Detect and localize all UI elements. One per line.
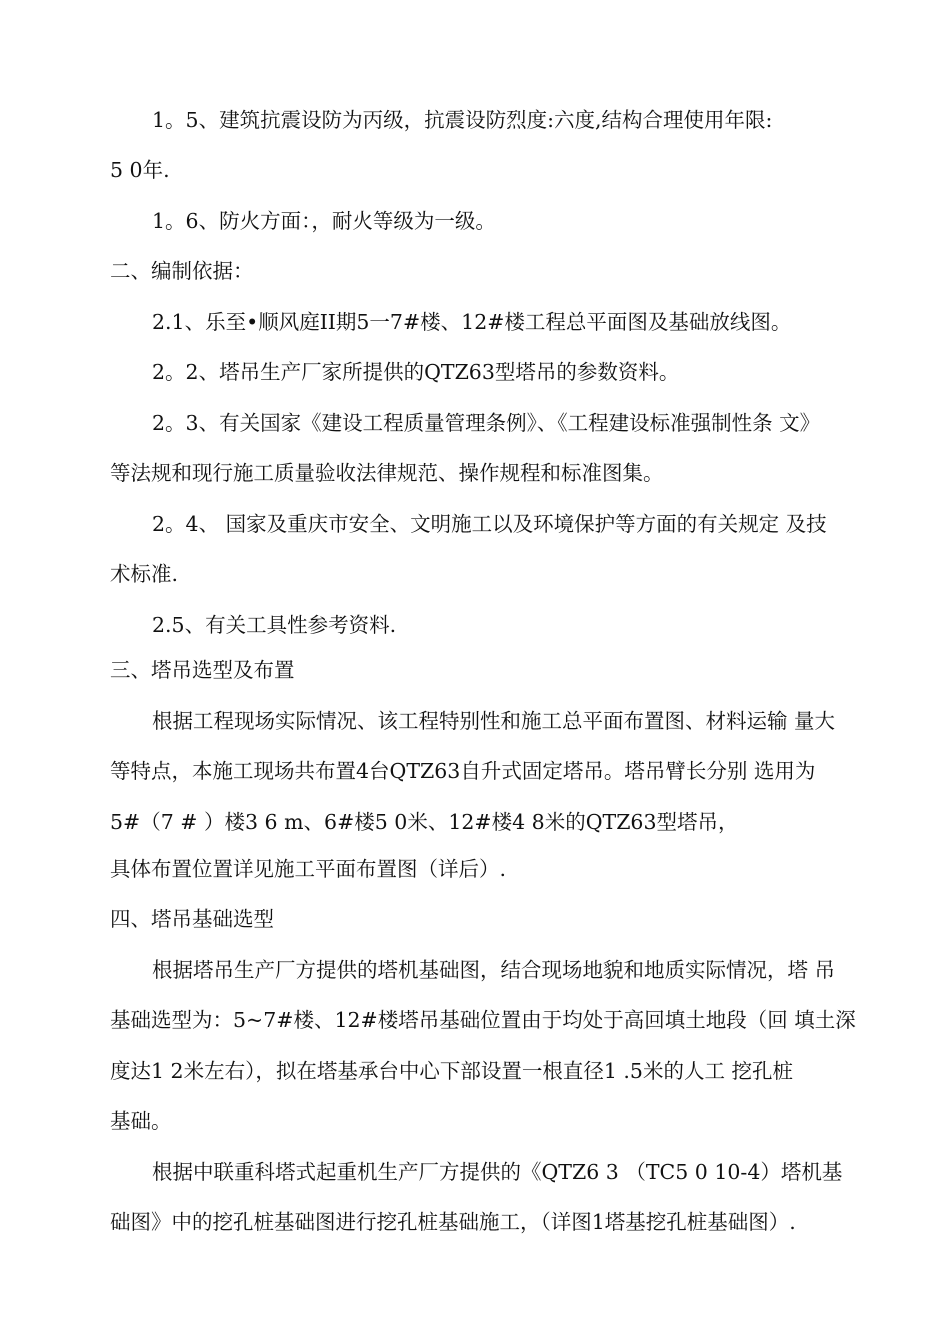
para-basis-2-1: 2.1、乐至•顺风庭II期5一7#楼、12#楼工程总平面图及基础放线图。: [152, 310, 792, 334]
section-heading-crane-selection: 三、塔吊选型及布置: [110, 658, 295, 682]
para-basis-2-3-line2: 等法规和现行施工质量验收法律规范、操作规程和标准图集。: [110, 461, 664, 485]
para-crane-selection-line2: 等特点，本施工现场共布置4台QTZ63自升式固定塔吊。塔吊臂长分别 选用为: [110, 759, 816, 783]
para-basis-2-3-line1: 2。3、有关国家《建设工程质量管理条例》、《工程建设标准强制性条 文》: [152, 411, 821, 435]
para-crane-selection-line3: 5#（7 # ）楼3 6 m、6#楼5 0米、12#楼4 8米的QTZ63型塔吊，: [110, 810, 739, 834]
para-seismic-line2: 5 0年.: [110, 158, 170, 182]
para-foundation-line1: 根据塔吊生产厂方提供的塔机基础图，结合现场地貌和地质实际情况，塔 吊: [152, 958, 836, 982]
para-crane-selection-line4: 具体布置位置详见施工平面布置图（详后）.: [110, 857, 507, 881]
para-basis-2-5: 2.5、有关工具性参考资料.: [152, 613, 397, 637]
section-heading-basis: 二、编制依据：: [110, 259, 254, 283]
para-basis-2-4-line2: 术标准.: [110, 562, 179, 586]
para-seismic-line1: 1。5、建筑抗震设防为丙级，抗震设防烈度:六度,结构合理使用年限:: [152, 108, 773, 132]
para-foundation-line2: 基础选型为：5~7#楼、12#楼塔吊基础位置由于均处于高回填土地段（回 填土深: [110, 1008, 856, 1032]
para-foundation-drawing-line1: 根据中联重科塔式起重机生产厂方提供的《QTZ6 3 （TC5 0 10-4）塔机基: [152, 1160, 843, 1184]
para-foundation-line3: 度达1 2米左右），拟在塔基承台中心下部设置一根直径1 .5米的人工 挖孔桩: [110, 1059, 793, 1083]
para-basis-2-2: 2。2、塔吊生产厂家所提供的QTZ63型塔吊的参数资料。: [152, 360, 680, 384]
section-heading-foundation: 四、塔吊基础选型: [110, 907, 274, 931]
para-fire: 1。6、防火方面：，耐火等级为一级。: [152, 209, 496, 233]
para-foundation-line4: 基础。: [110, 1109, 172, 1133]
para-basis-2-4-line1: 2。4、 国家及重庆市安全、文明施工以及环境保护等方面的有关规定 及技: [152, 512, 827, 536]
para-foundation-drawing-line2: 础图》中的挖孔桩基础图进行挖孔桩基础施工，（详图1塔基挖孔桩基础图）.: [110, 1210, 796, 1234]
para-crane-selection-line1: 根据工程现场实际情况、该工程特别性和施工总平面布置图、材料运输 量大: [152, 709, 836, 733]
